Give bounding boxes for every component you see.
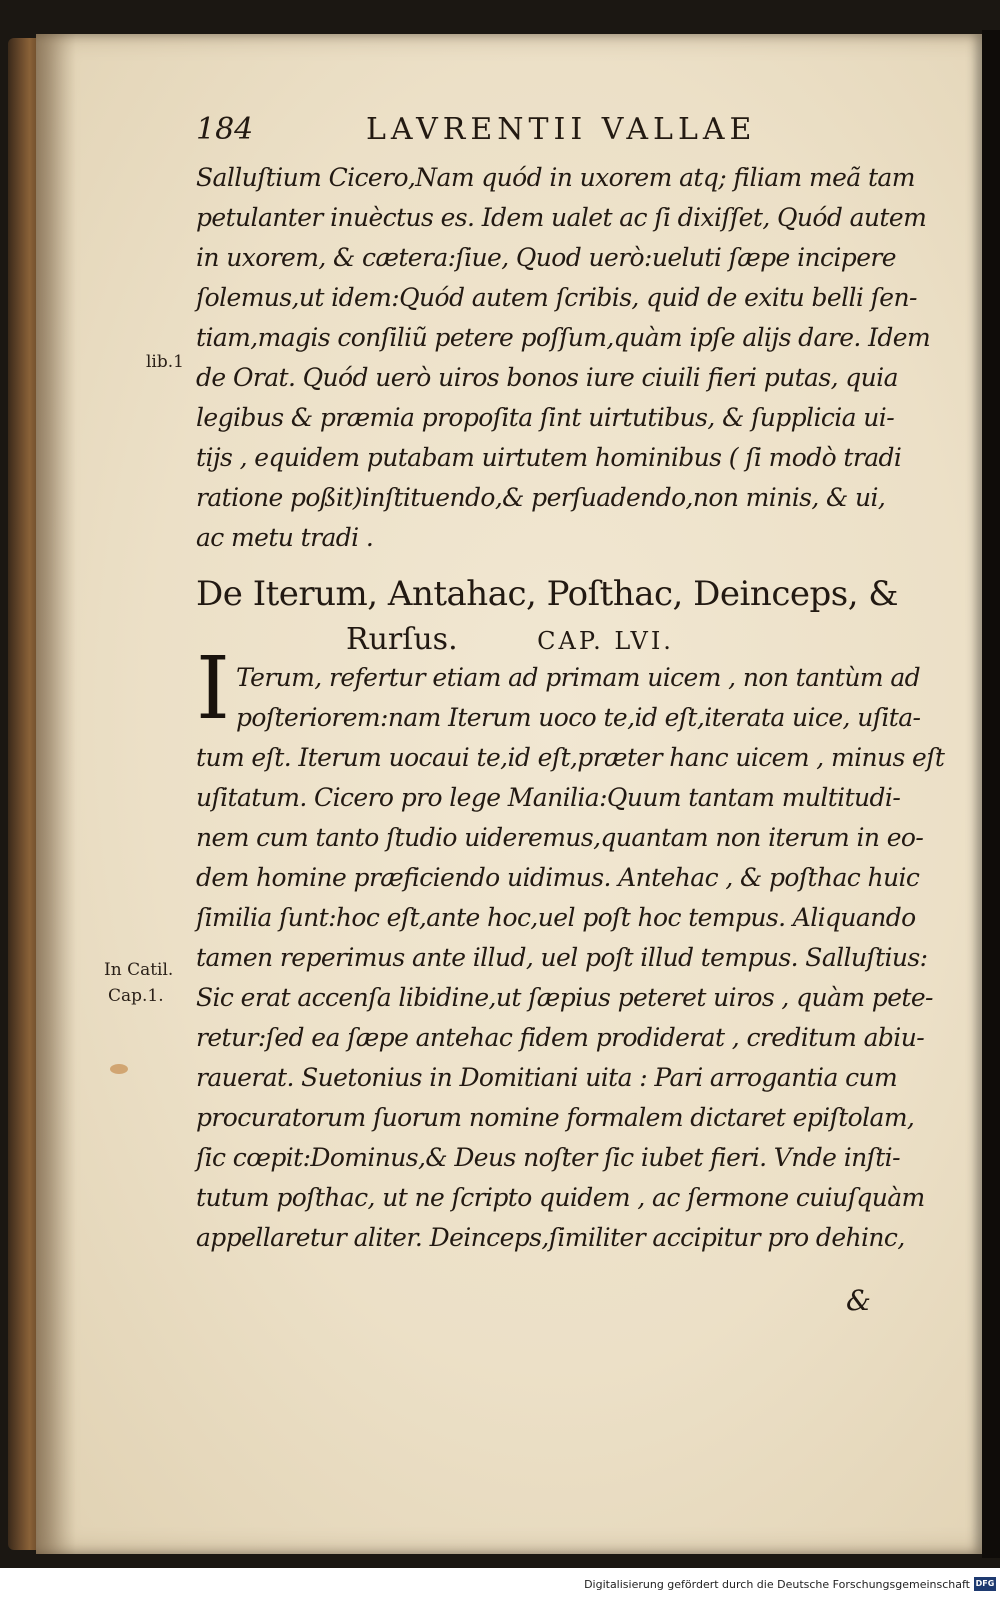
margin-note-catil: In Catil. <box>104 960 174 980</box>
chapter-title-rursus: Rurſus. <box>346 622 458 657</box>
text-line: rauerat. Suetonius in Domitiani uita : Pari arrogantia cum <box>196 1063 898 1092</box>
top-paragraph <box>196 158 931 558</box>
text-line: appellaretur aliter. Deinceps,ſimiliter accipitur pro dehinc, <box>196 1223 905 1252</box>
chapter-title-line-2 <box>196 618 896 662</box>
text-line: ſolemus,ut idem:Quód autem ſcribis, quid de exitu belli ſen- <box>196 283 917 312</box>
text-line: ſimilia ſunt:hoc eſt,ante hoc,uel poſt hoc tempus. Aliquando <box>196 903 916 932</box>
drop-cap: I <box>196 639 230 739</box>
page-header <box>196 112 896 152</box>
text-line: uſitatum. Cicero pro lege Manilia:Quum tantam multitudi- <box>196 783 901 812</box>
catchword: & <box>846 1284 871 1317</box>
text-line: procuratorum ſuorum nomine formalem dictaret epiſtolam, <box>196 1103 915 1132</box>
text-line: tiam,magis conſiliũ petere poſſum,quàm ipſe alijs dare. Idem <box>196 323 931 352</box>
text-line: ac metu tradi . <box>196 523 374 552</box>
text-line: tijs , equidem putabam uirtutem hominibus ( ſi modò tradi <box>196 443 902 472</box>
credit-bar <box>0 1568 1000 1602</box>
text-line: retur:ſed ea ſæpe antehac fidem prodiderat , creditum abiu- <box>196 1023 925 1052</box>
chapter-heading <box>196 570 899 662</box>
text-line: tutum poſthac, ut ne ſcripto quidem , ac ſermone cuiuſquàm <box>196 1183 925 1212</box>
running-head: LAVRENTII VALLAE <box>366 112 757 147</box>
credit-text: Digitalisierung gefördert durch die Deutsche Forschungsgemeinschaft <box>584 1578 970 1591</box>
text-line: dem homine præficiendo uidimus. Antehac , & poſthac huic <box>196 863 920 892</box>
text-line: Terum, refertur etiam ad primam uicem , non tantùm ad <box>236 663 921 692</box>
text-line: tamen reperimus ante illud, uel poſt illud tempus. Salluſtius: <box>196 943 928 972</box>
text-line: Sic erat accenſa libidine,ut ſæpius peteret uiros , quàm pete- <box>196 983 933 1012</box>
page-number: 184 <box>196 112 254 147</box>
text-line: nem cum tanto ſtudio uideremus,quantam non iterum in eo- <box>196 823 924 852</box>
chapter-title-line-1: De Iterum, Antahac, Poſthac, Deinceps, & <box>196 574 899 614</box>
ink-stain <box>110 1064 128 1074</box>
text-line: Salluſtium Cicero,Nam quód in uxorem atq; filiam meã tam <box>196 163 915 192</box>
dfg-logo-icon: DFG <box>974 1577 996 1591</box>
text-line: legibus & præmia propoſita ſint uirtutibus, & ſupplicia ui- <box>196 403 895 432</box>
gutter-shadow <box>36 34 76 1554</box>
margin-note-cap: Cap.1. <box>108 986 164 1006</box>
text-line: petulanter inuèctus es. Idem ualet ac ſi dixiſſet, Quód autem <box>196 203 927 232</box>
text-line: ratione poßit)inſtituendo,& perſuadendo,non minis, & ui, <box>196 483 886 512</box>
bottom-paragraph <box>196 658 945 1258</box>
text-line: ſic cœpit:Dominus,& Deus noſter ſic iubet fieri. Vnde inſti- <box>196 1143 900 1172</box>
right-page-edge <box>982 30 1000 1558</box>
text-line: tum eſt. Iterum uocaui te,id eſt,præter hanc uicem , minus eſt <box>196 743 945 772</box>
chapter-number: CAP. LVI. <box>537 627 674 655</box>
margin-note-lib: lib.1 <box>146 352 184 372</box>
text-line: in uxorem, & cætera:ſiue, Quod uerò:ueluti ſæpe incipere <box>196 243 896 272</box>
text-line: de Orat. Quód uerò uiros bonos iure ciuili fieri putas, quia <box>196 363 898 392</box>
text-line: poſteriorem:nam Iterum uoco te,id eſt,iterata uice, uſita- <box>236 703 921 732</box>
